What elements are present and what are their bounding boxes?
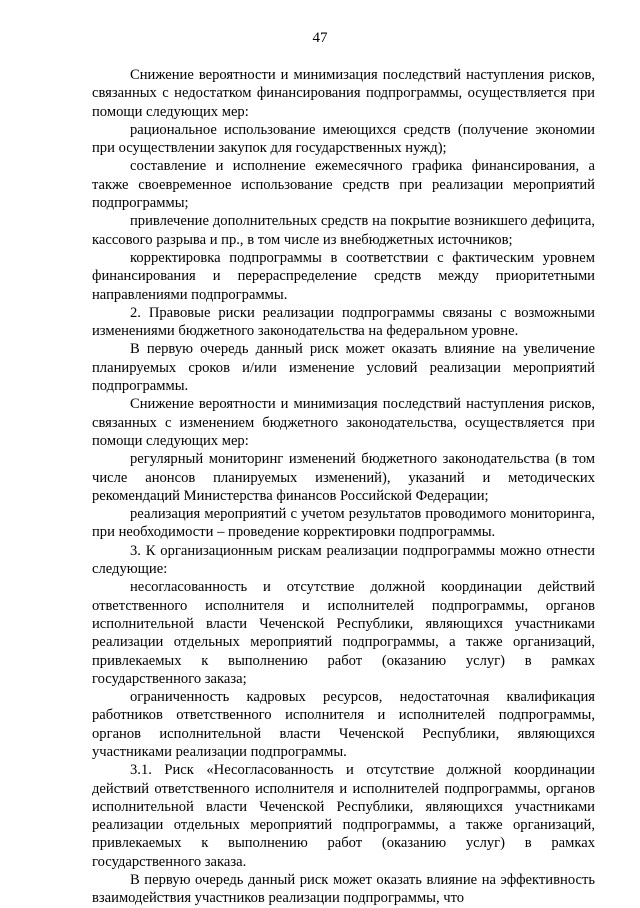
paragraph: Снижение вероятности и минимизация последствий наступления рисков, связанных с изменением бюджетного законодательства, осуществляется при помощи следующих мер:: [92, 396, 595, 449]
paragraph: 2. Правовые риски реализации подпрограммы связаны с возможными изменениями бюджетного законодательства на федеральном уровне.: [92, 304, 595, 340]
paragraph: несогласованность и отсутствие должной координации действий ответственного исполнителя и исполнителей подпрограммы, органов исполнительной власти Чеченской Республики, являющихся участниками реализации отдельных мероприятий подпрограммы, а также организаций, привлекаемых к выполнению работ (оказанию услуг) в рамках государственного заказа;: [92, 579, 595, 687]
page-body: [92, 66, 595, 908]
paragraph: составление и исполнение ежемесячного графика финансирования, а также своевременное использование средств при реализации мероприятий подпрограммы;: [92, 158, 595, 212]
paragraph: корректировка подпрограммы в соответствии с фактическим уровнем финансирования и перераспределение средств между приоритетными направлениями подпрограммы.: [92, 249, 595, 303]
paragraph: В первую очередь данный риск может оказать влияние на увеличение планируемых сроков и/или изменение условий реализации мероприятий подпрограммы.: [92, 341, 595, 395]
paragraph: регулярный мониторинг изменений бюджетного законодательства (в том числе анонсов планируемых изменений), указаний и методических рекомендаций Министерства финансов Российской Федерации;: [92, 451, 595, 504]
paragraph: В первую очередь данный риск может оказать влияние на эффективность взаимодействия участников реализации подпрограммы, что: [92, 872, 595, 907]
paragraph: привлечение дополнительных средств на покрытие возникшего дефицита, кассового разрыва и пр., в том числе из внебюджетных источников;: [92, 213, 595, 248]
paragraph: 3.1. Риск «Несогласованность и отсутствие должной координации действий ответственного исполнителя и исполнителей подпрограммы, органов исполнительной власти Чеченской Республики, являющихся участниками реализации отдельных мероприятий подпрограммы, а также организаций, привлекаемых к выполнению работ (оказанию услуг) в рамках государственного заказа.: [92, 762, 595, 870]
paragraph: 3. К организационным рискам реализации подпрограммы можно отнести следующие:: [92, 542, 595, 578]
paragraph: рациональное использование имеющихся средств (получение экономии при осуществлении закупок для государственных нужд);: [92, 121, 595, 157]
paragraph: ограниченность кадровых ресурсов, недостаточная квалификация работников ответственного исполнителя и исполнителей подпрограммы, органов исполнительной власти Чеченской Республики, являющихся участниками реализации подпрограммы.: [92, 689, 595, 760]
paragraph: Снижение вероятности и минимизация последствий наступления рисков, связанных с недостатком финансирования подпрограммы, осуществляется при помощи следующих мер:: [92, 67, 595, 120]
page-number: 47: [312, 30, 328, 46]
paragraph: реализация мероприятий с учетом результатов проводимого мониторинга, при необходимости – проведение корректировки подпрограммы.: [92, 506, 595, 541]
